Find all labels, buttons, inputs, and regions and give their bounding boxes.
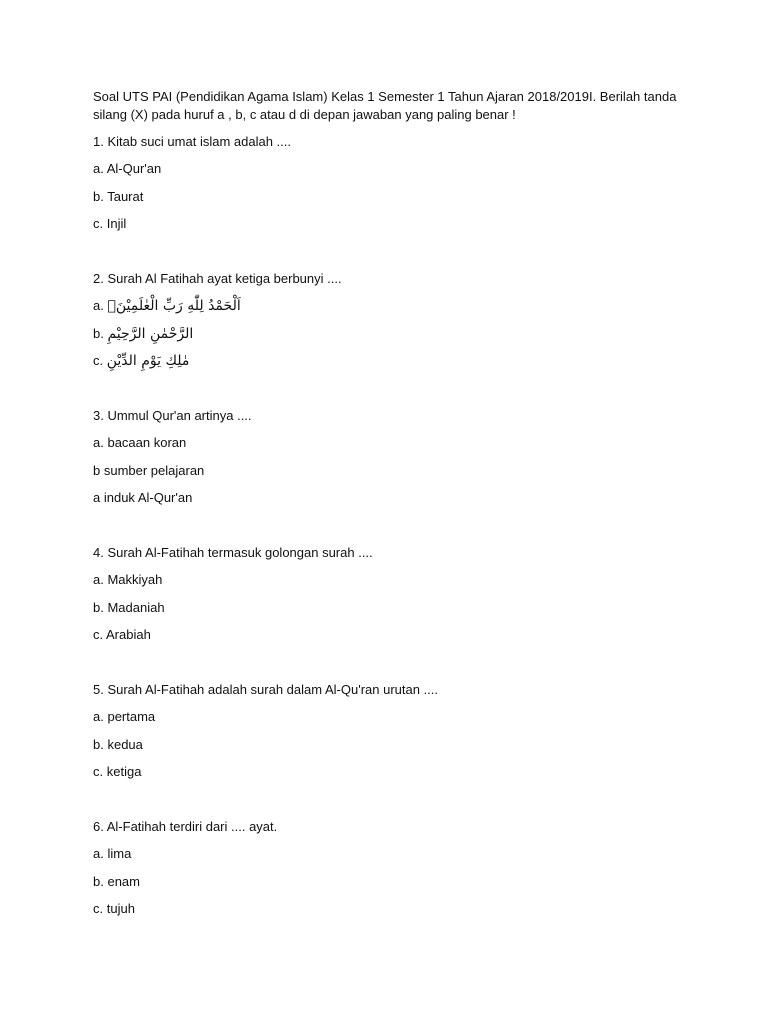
option-text: sumber pelajaran <box>103 462 205 478</box>
option-text: kedua <box>107 736 143 752</box>
question-1-option-a <box>93 160 678 178</box>
question-1-text: 1. Kitab suci umat islam adalah .... <box>93 134 291 149</box>
question-spacer <box>93 516 678 543</box>
option-letter: a. <box>93 846 108 862</box>
option-text: tujuh <box>106 900 135 916</box>
question-5-text: 5. Surah Al-Fatihah adalah surah dalam Al-Qu'ran urutan .... <box>93 681 439 697</box>
option-letter: c. <box>93 763 107 779</box>
question-6-option-b <box>93 873 678 891</box>
question-5-option-a <box>93 708 678 726</box>
option-letter: c. <box>93 627 107 643</box>
question-1-option-b <box>93 188 678 206</box>
question-6-option-a <box>93 845 678 863</box>
question-3-text: 3. Ummul Qur'an artinya .... <box>93 407 252 423</box>
question-4-option-c <box>93 626 678 644</box>
option-text: ketiga <box>106 763 142 779</box>
question-5-option-b <box>93 736 678 754</box>
question-spacer <box>93 243 678 270</box>
question-6-text: 6. Al-Fatihah terdiri dari .... ayat. <box>93 818 278 834</box>
question-2-text: 2. Surah Al Fatihah ayat ketiga berbunyi .... <box>93 270 342 286</box>
question-spacer <box>93 790 678 817</box>
option-letter: b. <box>93 599 108 615</box>
question-5-option-c <box>93 763 678 781</box>
option-letter: b <box>93 462 104 478</box>
option-letter: a. <box>93 298 108 314</box>
option-letter: a. <box>93 161 107 177</box>
question-1-option-c <box>93 215 678 233</box>
option-text: Taurat <box>107 188 144 204</box>
question-4-text: 4. Surah Al-Fatihah termasuk golongan surah .... <box>93 544 373 560</box>
option-text: induk Al-Qur'an <box>103 490 193 506</box>
option-text: pertama <box>107 709 156 725</box>
option-text: Madaniah <box>107 599 165 615</box>
question-2-option-a <box>93 297 678 315</box>
option-text: Makkiyah <box>107 572 163 588</box>
option-letter: b. <box>93 873 108 889</box>
option-text: Arabiah <box>106 627 151 643</box>
option-text: enam <box>107 873 140 889</box>
document-instructions: Soal UTS PAI (Pendidikan Agama Islam) Kelas 1 Semester 1 Tahun Ajaran 2018/2019I. Berilah tanda silang (X) pada huruf a , b, c atau d di depan jawaban yang paling benar ! <box>93 89 677 122</box>
question-spacer <box>93 653 678 680</box>
option-letter: c. <box>93 900 107 916</box>
option-letter: c. <box>93 216 107 232</box>
option-arabic-text: الرَّحْمٰنِ الرَّحِيْمِ <box>107 325 194 342</box>
question-2-option-b <box>93 325 678 343</box>
option-letter: b. <box>93 188 108 204</box>
option-text: Injil <box>106 216 127 232</box>
option-letter: a. <box>93 572 108 588</box>
option-letter: a. <box>93 709 108 725</box>
question-4-option-a <box>93 571 678 589</box>
question-4-option-b <box>93 599 678 617</box>
question-spacer <box>93 380 678 407</box>
question-6-option-c <box>93 900 678 918</box>
question-2-option-c <box>93 352 678 370</box>
option-letter: c. <box>93 353 107 369</box>
option-letter: b. <box>93 736 108 752</box>
option-letter: a. <box>93 435 108 451</box>
question-3-option-b <box>93 462 678 480</box>
option-arabic-text: مٰلِكِ يَوْمِ الدِّيْنِ <box>106 353 190 370</box>
option-arabic-text: اَلْحَمْدُ لِلّٰهِ رَبِّ الْعٰلَمِيْنَۙ <box>107 298 241 315</box>
option-letter: a <box>93 490 104 506</box>
question-3-option-a <box>93 434 678 452</box>
option-text: Al-Qur'an <box>106 161 162 177</box>
question-3-option-c <box>93 489 678 507</box>
option-text: lima <box>107 846 132 862</box>
option-text: bacaan koran <box>107 435 187 451</box>
document-page <box>93 88 678 927</box>
option-letter: b. <box>93 325 108 341</box>
